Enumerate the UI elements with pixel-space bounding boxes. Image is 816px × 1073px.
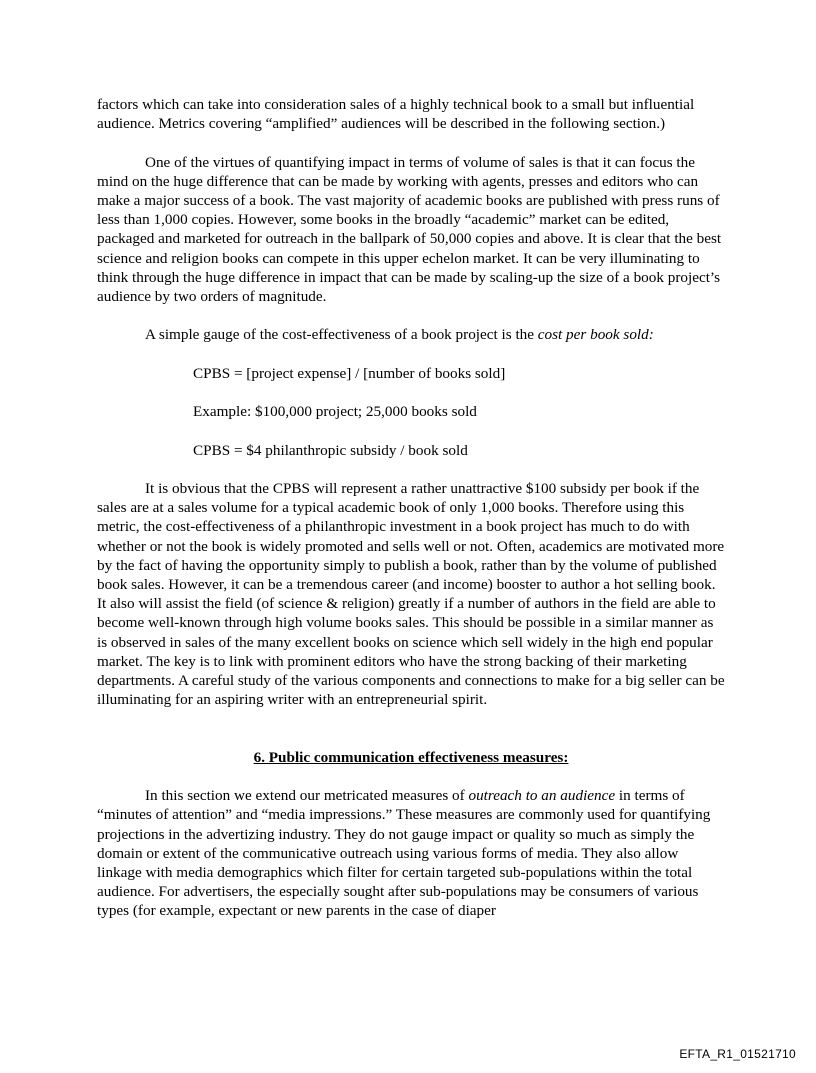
paragraph-virtues: One of the virtues of quantifying impact in terms of volume of sales is that it can focus the mind on the huge difference that can be made by working with agents, presses and editors who can make a major success of a book. The vast majority of academic books are published with press runs of less than 1,000 copies. However, some books in the broadly “academic” market can be edited, packaged and marketed for outreach in the ballpark of 50,000 copies and above. It is clear that the best science and religion books can compete in this upper echelon market. It can be very illuminating to think through the huge difference in impact that can be made by scaling-up the size of a book project’s audience by two orders of magnitude. bbox=[97, 153, 722, 306]
document-id: EFTA_R1_01521710 bbox=[679, 1047, 796, 1061]
gauge-emphasis: cost per book sold: bbox=[537, 326, 654, 344]
section-heading: 6. Public communication effectiveness measures: bbox=[253, 748, 569, 766]
document-page bbox=[97, 95, 725, 921]
section-text-start: In this section we extend our metricated measures of bbox=[145, 787, 469, 805]
paragraph-continued: factors which can take into consideration sales of a highly technical book to a small but influential audience. Metrics covering “amplified” audiences will be described in the following section.) bbox=[97, 96, 695, 133]
paragraph-gauge bbox=[97, 325, 725, 344]
section-emphasis: outreach to an audience bbox=[468, 787, 616, 805]
paragraph-section bbox=[97, 786, 725, 920]
section-text-rest: in terms of “minutes of attention” and “media impressions.” These measures are commonly used for quantifying projections in the advertizing industry. They do not gauge impact or quality so much as simply the domain or extent of the communicative outreach using various forms of media. They also allow linkage with media demographics which filter for certain targeted sub-populations within the total audience. For advertisers, the especially sought after sub-populations may be consumers of various types (for example, expectant or new parents in the case of diaper bbox=[97, 787, 711, 920]
result-line: CPBS = $4 philanthropic subsidy / book sold bbox=[193, 441, 468, 459]
example-line: Example: $100,000 project; 25,000 books sold bbox=[193, 403, 477, 421]
paragraph-obvious: It is obvious that the CPBS will represent a rather unattractive $100 subsidy per book if the sales are at a sales volume for a typical academic book of only 1,000 books. Therefore using this metric, the cost-effectiveness of a philanthropic investment in a book project has much to do with whether or not the book is widely promoted and sells well or not. Often, academics are motivated more by the fact of having the opportunity simply to publish a book, rather than by the volume of published book sales. However, it can be a tremendous career (and income) booster to author a hot selling book. It also will assist the field (of science & religion) greatly if a number of authors in the field are able to become well-known through high volume books sales. This should be possible in a similar manner as is observed in sales of the many excellent books on science which sell widely in the high end popular market. The key is to link with prominent editors who have the strong backing of their marketing departments. A careful study of the various components and connections to make for a big seller can be illuminating for an aspiring writer with an entrepreneurial spirit. bbox=[97, 479, 725, 709]
formula-line: CPBS = [project expense] / [number of books sold] bbox=[193, 364, 506, 382]
gauge-text: A simple gauge of the cost-effectiveness of a book project is the bbox=[145, 326, 538, 344]
